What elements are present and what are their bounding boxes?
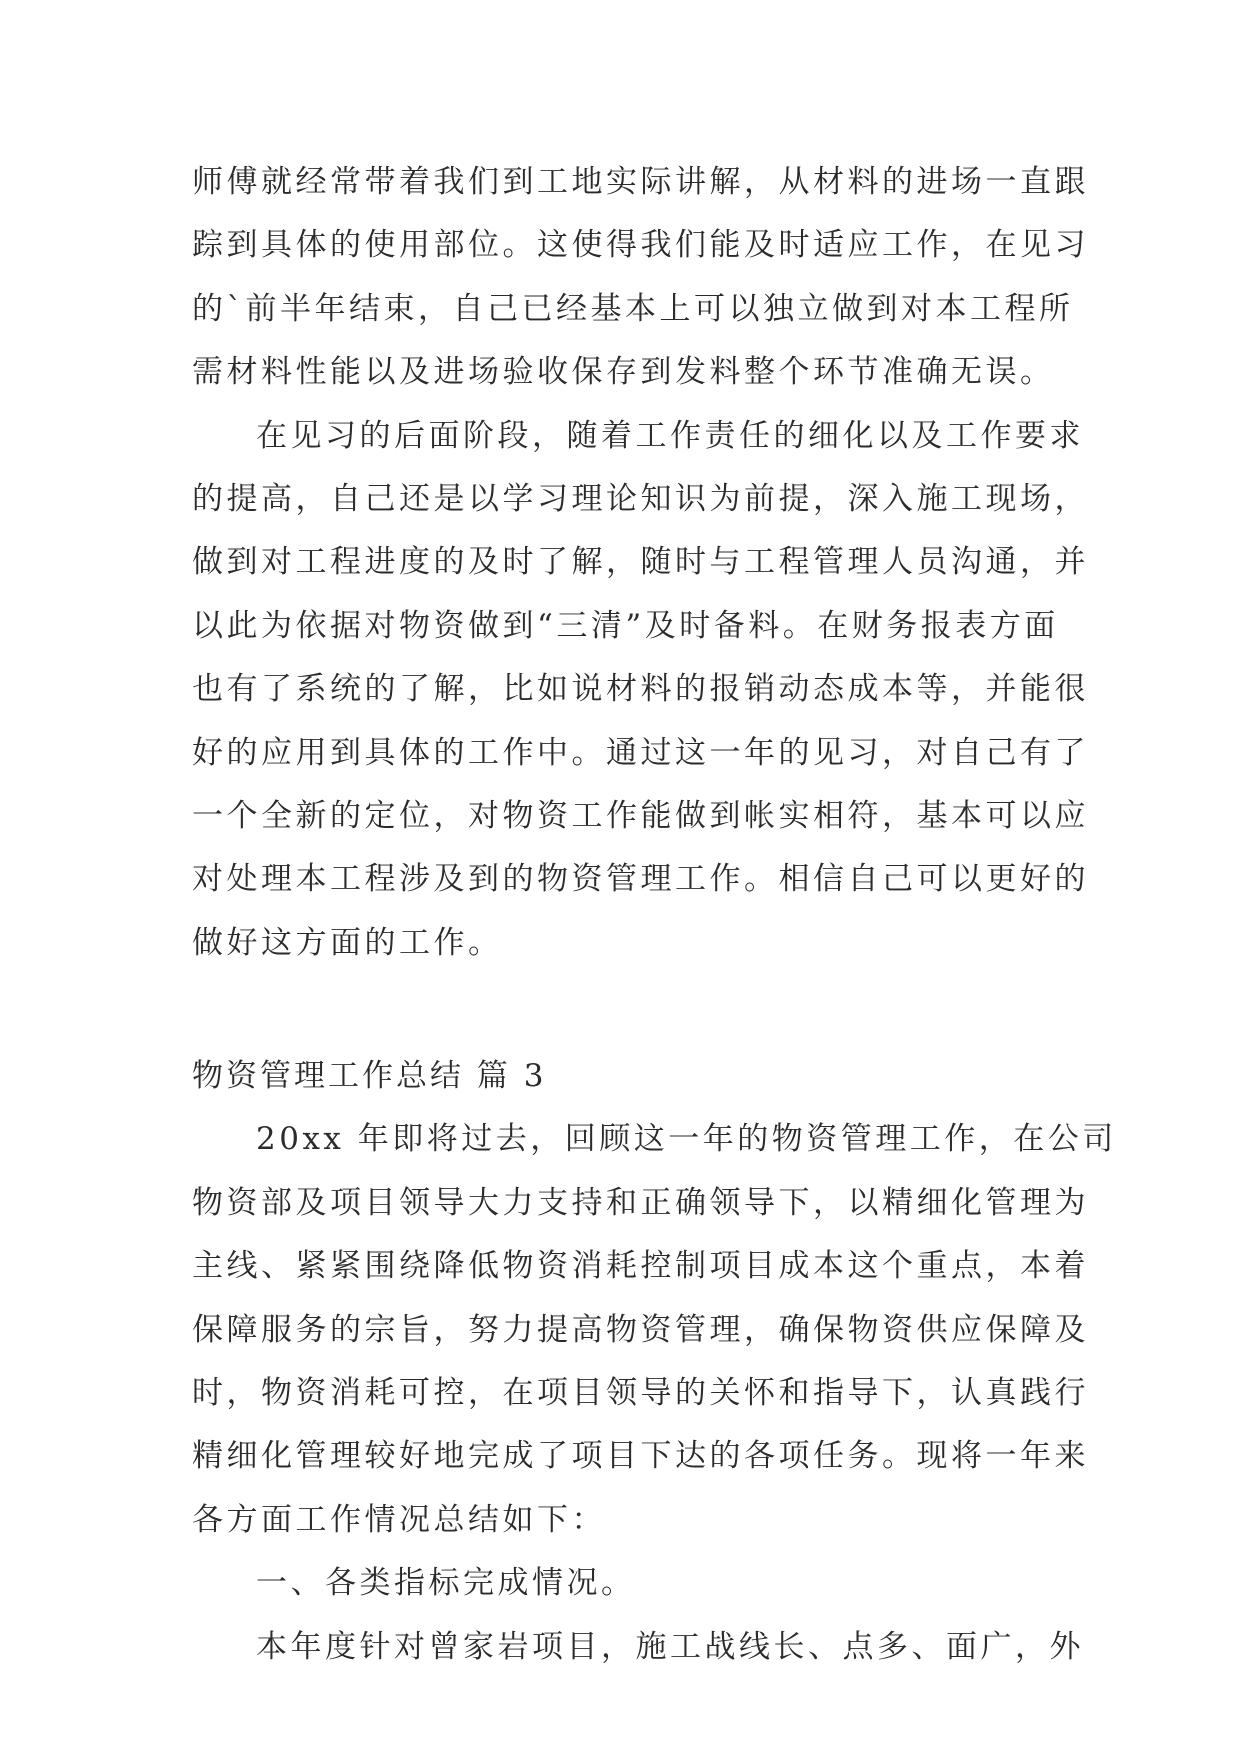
text-line: 踪到具体的使用部位。这使得我们能及时适应工作，在见习 (192, 227, 1089, 264)
text-line: 师傅就经常带着我们到工地实际讲解，从材料的进场一直跟 (192, 164, 1089, 200)
text-line: 一个全新的定位，对物资工作能做到帐实相符，基本可以应 (192, 797, 1089, 834)
text-line: 精细化管理较好地完成了项目下达的各项任务。现将一年来 (192, 1438, 1089, 1475)
text-line: 对处理本工程涉及到的物资管理工作。相信自己可以更好的 (192, 861, 1089, 898)
text-line: 20xx 年即将过去，回顾这一年的物资管理工作，在公司 (256, 1121, 1117, 1158)
section-heading: 物资管理工作总结 篇 3 (192, 1058, 547, 1095)
paragraph-5 (192, 1616, 1084, 1679)
paragraph-4 (192, 1552, 1050, 1615)
text-line: 时，物资消耗可控，在项目领导的关怀和指导下，认真践行 (192, 1375, 1089, 1412)
text-line: 物资部及项目领导大力支持和正确领导下，以精细化管理为 (192, 1184, 1089, 1221)
text-line: 各方面工作情况总结如下： (192, 1501, 606, 1538)
text-line: 一、各类指标完成情况。 (256, 1565, 636, 1602)
paragraph-2 (192, 405, 1089, 976)
text-line: 做好这方面的工作。 (192, 924, 503, 961)
text-line: 在见习的后面阶段，随着工作责任的细化以及工作要求 (256, 417, 1084, 454)
paragraph-1 (192, 151, 1089, 405)
text-line: 本年度针对曾家岩项目，施工战线长、点多、面广，外 (256, 1628, 1084, 1665)
text-line: 保障服务的宗旨，努力提高物资管理，确保物资供应保障及 (192, 1311, 1089, 1348)
text-line: 需材料性能以及进场验收保存到发料整个环节准确无误。 (192, 354, 1055, 391)
text-line: 以此为依据对物资做到“三清”及时备料。在财务报表方面 (192, 607, 1059, 644)
paragraph-3 (192, 1108, 1117, 1552)
text-line: 主线、紧紧围绕降低物资消耗控制项目成本这个重点，本着 (192, 1248, 1089, 1285)
text-line: 好的应用到具体的工作中。通过这一年的见习，对自己有了 (192, 734, 1089, 771)
text-line: 的提高，自己还是以学习理论知识为前提，深入施工现场， (192, 480, 1089, 517)
document-body (192, 151, 1117, 1679)
text-line: 的`前半年结束，自己已经基本上可以独立做到对本工程所 (192, 290, 1074, 327)
text-line: 也有了系统的了解，比如说材料的报销动态成本等，并能很 (192, 671, 1089, 708)
section-spacer (192, 975, 1050, 1045)
text-line: 做到对工程进度的及时了解，随时与工程管理人员沟通，并 (192, 544, 1089, 581)
